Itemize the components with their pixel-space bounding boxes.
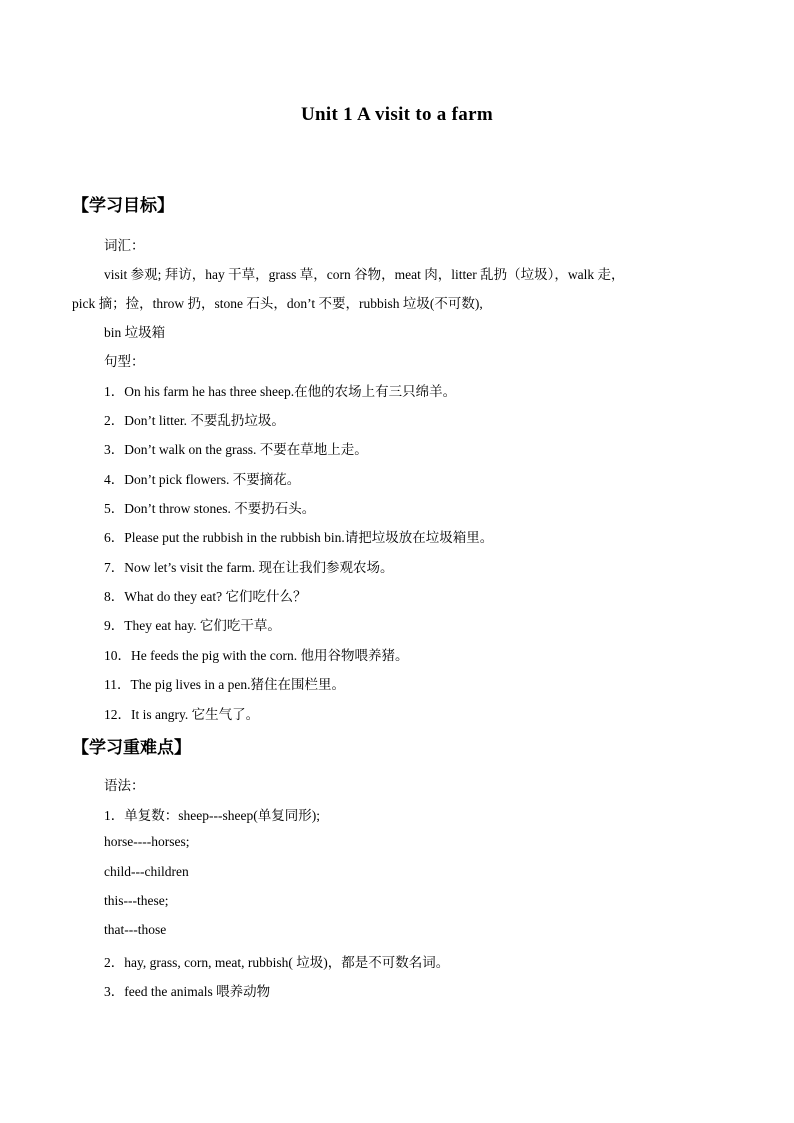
grammar-item: this---these; [104, 893, 169, 908]
sentence-item: 9．They eat hay. 它们吃干草。 [104, 618, 281, 633]
sentence-item: 7．Now let’s visit the farm. 现在让我们参观农场。 [104, 560, 394, 575]
vocab-line-2: pick 摘；捡，throw 扔，stone 石头，don’t 不要，rubbish 垃圾(不可数), [72, 296, 483, 311]
grammar-item: 3．feed the animals 喂养动物 [104, 984, 271, 999]
sentence-label: 句型： [104, 354, 145, 369]
sentence-item: 2．Don’t litter. 不要乱扔垃圾。 [104, 413, 285, 428]
sentence-item: 4．Don’t pick flowers. 不要摘花。 [104, 472, 301, 487]
sentence-item: 12．It is angry. 它生气了。 [104, 707, 260, 722]
grammar-item: child---children [104, 864, 189, 879]
sentence-item: 8．What do they eat? 它们吃什么？ [104, 589, 307, 604]
vocab-line-3: bin 垃圾箱 [104, 325, 166, 340]
sentence-item: 1．On his farm he has three sheep.在他的农场上有三只绵羊。 [104, 384, 457, 399]
sentence-item: 5．Don’t throw stones. 不要扔石头。 [104, 501, 316, 516]
sentence-item: 3．Don’t walk on the grass. 不要在草地上走。 [104, 442, 368, 457]
sentence-item: 6．Please put the rubbish in the rubbish bin.请把垃圾放在垃圾箱里。 [104, 530, 494, 545]
grammar-item: horse----horses; [104, 834, 190, 849]
section-heading-keypoints: 【学习重难点】 [72, 738, 191, 758]
grammar-label: 语法： [104, 778, 145, 793]
grammar-item: that---those [104, 922, 167, 937]
vocab-line-1: visit 参观; 拜访，hay 干草，grass 草，corn 谷物，meat 肉，litter 乱扔（垃圾），walk 走， [104, 267, 625, 282]
grammar-item: 1．单复数：sheep---sheep(单复同形); [104, 808, 320, 823]
sentence-item: 10．He feeds the pig with the corn. 他用谷物喂养猪。 [104, 648, 409, 663]
page-title: Unit 1 A visit to a farm [301, 104, 493, 125]
sentence-item: 11．The pig lives in a pen.猪住在围栏里。 [104, 677, 345, 692]
grammar-item: 2．hay, grass, corn, meat, rubbish( 垃圾)，都是不可数名词。 [104, 955, 450, 970]
section-heading-objectives: 【学习目标】 [72, 196, 174, 216]
vocab-label: 词汇： [104, 238, 145, 253]
